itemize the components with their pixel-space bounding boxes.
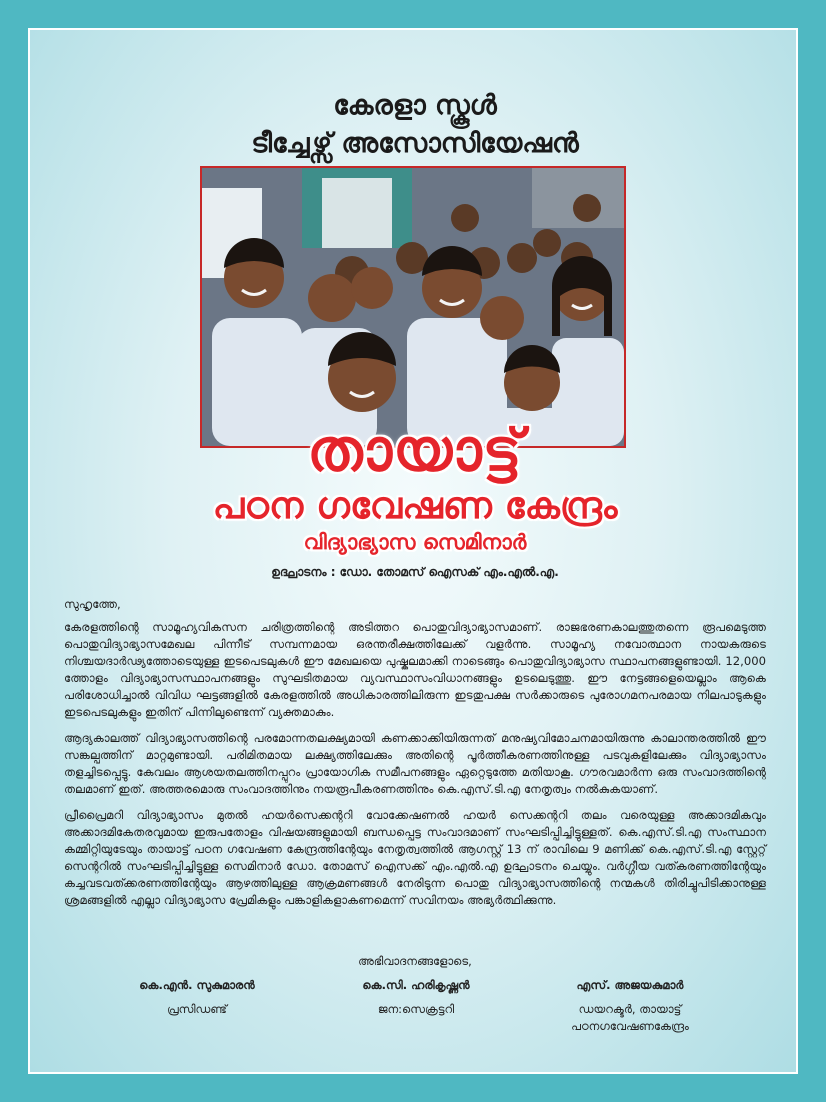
signatory-director <box>540 978 720 1035</box>
children-group-photo-icon <box>202 168 624 446</box>
signatory-name: എസ്. അജയകുമാർ <box>576 978 684 992</box>
letter-body <box>64 596 766 918</box>
poster-frame <box>28 28 798 1074</box>
signatory-name: കെ.സി. ഹരികൃഷ്ണൻ <box>362 978 470 992</box>
signatory-secretary <box>326 978 506 1018</box>
signatory-role: പ്രസിഡണ്ട് <box>167 1002 227 1016</box>
subtitle: പഠന ഗവേഷണ കേന്ദ്രം <box>212 484 618 527</box>
inauguration-line: ഉദ്ഘാടനം : ഡോ. തോമസ് ഐസക് എം.എൽ.എ. <box>271 565 559 579</box>
paragraph-3: പ്രീപ്രൈമറി വിദ്യാഭ്യാസം മുതൽ ഹയർസെക്കന്ററി വോക്കേഷണൽ ഹയർ സെക്കന്ററി തലം വരെയുള്ള അക്കാദമികവും അക്കാദമികേതരവുമായ ഇരുപതോളം വിഷയങ്ങളുമായി ബന്ധപ്പെട്ട സംവാദമാണ് സംഘടിപ്പിച്ചിട്ടുള്ളത്. കെ.എസ്.ടി.എ സംസ്ഥാന കമ്മിറ്റിയുടേയും തായാട്ട് പഠന ഗവേഷണ കേന്ദ്രത്തിന്റേയും നേതൃത്വത്തിൽ ആഗസ്റ്റ് 13 ന് രാവിലെ 9 മണിക്ക് കെ.എസ്.ടി.എ സ്റ്റേറ്റ് സെന്ററിൽ സംഘടിപ്പിച്ചിട്ടുള്ള സെമിനാർ ഡോ. തോമസ് ഐസക്ക് എം.എൽ.എ ഉദ്ഘാടനം ചെയ്യും. വർഗ്ഗീയ വത്കരണത്തിന്റേയും കച്ചവടവത്ക്കരണത്തിന്റേയും ആഴത്തിലുള്ള ആക്രമണങ്ങൾ നേരിടുന്ന പൊതു വിദ്യാഭ്യാസത്തിന്റെ നന്മകൾ തിരിച്ചുപിടിക്കാനുള്ള ശ്രമങ്ങളിൽ എല്ലാ വിദ്യാഭ്യാസ പ്രേമികളും പങ്കാളികളാകണമെന്ന് സവിനയം അഭ്യർത്ഥിക്കുന്നു. <box>64 808 766 907</box>
paragraph-2: ആദ്യകാലത്ത് വിദ്യാഭ്യാസത്തിന്റെ പരമോന്നതലക്ഷ്യമായി കണക്കാക്കിയിരുന്നത് മനുഷ്യവിമോചനമായിരുന്നു കാലാന്തരത്തിൽ ഈ സങ്കല്പത്തിന് മാറ്റമുണ്ടായി. പരിമിതമായ ലക്ഷ്യത്തിലേക്കും അതിന്റെ പൂർത്തീകരണത്തിനുള്ള പടവുകളിലേക്കും വിദ്യാഭ്യാസം തളച്ചിടപ്പെട്ടു. കേവലം ആശയതലത്തിനപ്പുറം പ്രായോഗിക സമീപനങ്ങളും ഏറ്റെടുത്തേ മതിയാകൂ. ഗൗരവമാർന്ന ഒരു സംവാദത്തിന്റെ തലമാണ് ഇത്. അത്തരമൊരു സംവാദത്തിനും നയരൂപീകരണത്തിനും കെ.എസ്.ടി.എ നേതൃത്വം നൽകുകയാണ്. <box>64 731 766 796</box>
signatory-role: ജന:സെക്രട്ടറി <box>377 1002 455 1016</box>
main-title: തായാട്ട് <box>307 416 523 484</box>
event-title: വിദ്യാഭ്യാസ സെമിനാർ <box>303 530 527 554</box>
org-name-line1: കേരളാ സ്കൂൾ <box>333 90 497 121</box>
paragraph-1: കേരളത്തിന്റെ സാമൂഹ്യവികസന ചരിത്രത്തിന്റെ അടിത്തറ പൊതുവിദ്യാഭ്യാസമാണ്. രാജഭരണകാലത്തുതന്നെ രൂപമെടുത്ത പൊതുവിദ്യാഭ്യാസമേഖല പിന്നീട് സമ്പന്നമായ ഒരന്തരീക്ഷത്തിലേക്ക് വളർന്നു. സാമൂഹ്യ നവോത്ഥാന നായകരുടെ നിശ്ചയദാർഢ്യത്തോടെയുള്ള ഇടപെടലുകൾ ഈ മേഖലയെ പുഷ്കലമാക്കി നാടെങ്ങും പൊതുവിദ്യാഭ്യാസ സ്ഥാപനങ്ങളുണ്ടായി. 12,000 ത്തോളം വിദ്യാഭ്യാസസ്ഥാപനങ്ങളും സുഘടിതമായ വ്യവസ്ഥാസംവിധാനങ്ങളും ഉടലെടുത്തു. ഈ നേട്ടങ്ങളെയെല്ലാം ആകെ പരിശോധിച്ചാൽ വിവിധ ഘട്ടങ്ങളിൽ കേരളത്തിൽ അധികാരത്തിലിരുന്ന ഇടതുപക്ഷ സർക്കാരുടെ പുരോഗമനപരമായ നിലപാടുകളും ഇടപെടലുകളും ഇതിന് പിന്നിലുണ്ടെന്ന് വ്യക്തമാകും. <box>64 620 766 719</box>
children-photo <box>200 166 626 448</box>
signatory-name: കെ.എൻ. സുകുമാരൻ <box>139 978 255 992</box>
signatory-role <box>540 1001 720 1035</box>
signatory-role-line2: പഠനഗവേഷണകേന്ദ്രം <box>571 1019 689 1033</box>
org-name-line2: ടീച്ചേഴ്സ് അസോസിയേഷൻ <box>251 128 579 159</box>
salutation: സുഹൃത്തേ, <box>64 597 121 611</box>
signatory-president <box>112 978 282 1018</box>
closing-greeting: അഭിവാദനങ്ങളോടെ, <box>358 954 472 968</box>
signatory-role-line1: ഡയറക്ടർ, തായാട്ട് <box>578 1002 682 1016</box>
